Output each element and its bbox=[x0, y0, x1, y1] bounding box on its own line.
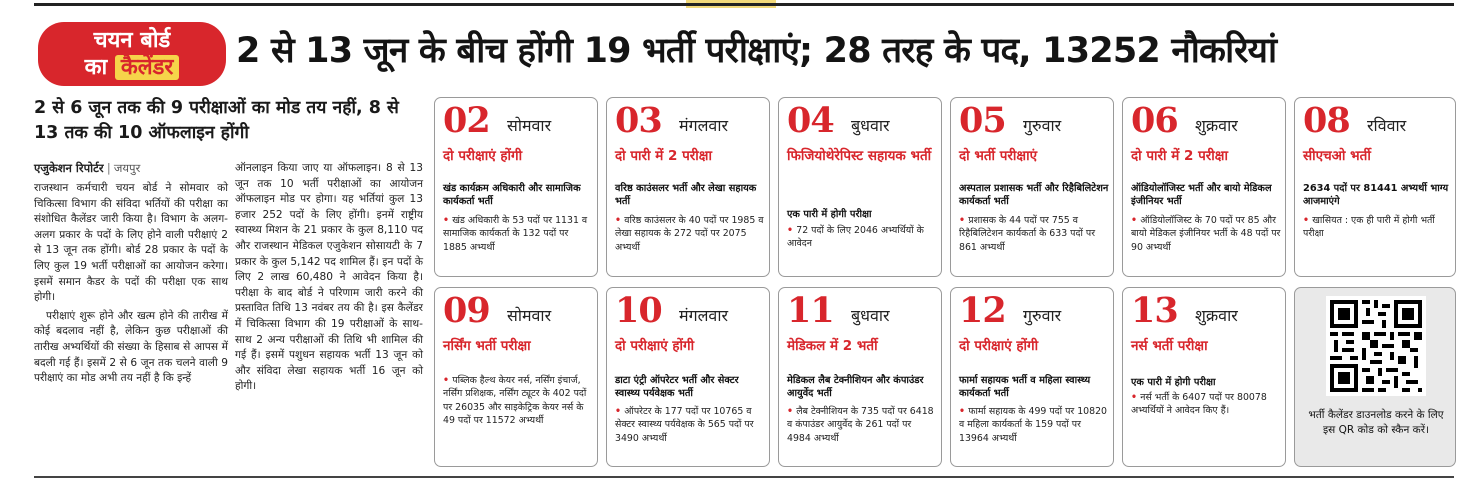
card-posts: 2634 पदों पर 81441 अभ्यर्थी भाग्य आजमाएंगे bbox=[1303, 183, 1449, 207]
badge-line-2-prefix: का bbox=[84, 55, 108, 80]
article-paragraph: राजस्थान कर्मचारी चयन बोर्ड ने सोमवार को चिकित्सा विभाग की संविदा भर्तियों की परीक्षा का संशोधित कैलेंडर जारी किया है। विभाग के अलग-अलग प्रकार के पदों के लिए होने वाली परीक्षाएं 2 से 13 जून तक होंगी। बोर्ड 28 प्रकार के पदों के लिए कुल 19 भर्ती परीक्षाओं का आयोजन करेगा। इसमें समान कैडर के पदों की परीक्षा एक साथ होगी। bbox=[34, 182, 228, 304]
card-detail bbox=[615, 405, 765, 445]
exam-card bbox=[434, 287, 598, 467]
badge-line-1: चयन बोर्ड bbox=[93, 28, 171, 53]
card-date: 12 bbox=[959, 290, 1006, 331]
card-date: 04 bbox=[787, 100, 834, 141]
article-column-1 bbox=[34, 181, 228, 387]
card-detail bbox=[1131, 391, 1281, 418]
card-posts: वरिष्ठ काउंसलर भर्ती और लेखा सहायक भर्ती bbox=[615, 183, 757, 207]
top-rule bbox=[34, 3, 1454, 6]
bottom-rule bbox=[34, 476, 1454, 478]
card-posts: फार्मा सहायक भर्ती व महिला स्वास्थ्य कार्यकर्ता भर्ती bbox=[959, 375, 1091, 399]
bullet-icon: • bbox=[443, 215, 453, 226]
card-title: सीएचओ भर्ती bbox=[1303, 148, 1371, 164]
section-badge bbox=[38, 22, 226, 86]
card-posts: एक पारी में होगी परीक्षा bbox=[787, 209, 872, 220]
byline-city: जयपुर bbox=[113, 161, 141, 175]
card-day: मंगलवार bbox=[679, 116, 729, 135]
card-title: दो परीक्षाएं होंगी bbox=[959, 338, 1039, 354]
card-date: 09 bbox=[443, 290, 490, 331]
card-posts: अस्पताल प्रशासक भर्ती और रिहैबिलिटेशन कार्यकर्ता भर्ती bbox=[959, 183, 1109, 207]
qr-caption: भर्ती कैलेंडर डाउनलोड करने के लिए इस QR कोड को स्कैन करें। bbox=[1308, 409, 1444, 436]
card-date: 06 bbox=[1131, 100, 1178, 141]
card-detail bbox=[443, 214, 593, 254]
card-detail bbox=[1131, 214, 1281, 254]
exam-card bbox=[434, 97, 598, 277]
card-title: दो परीक्षाएं होंगी bbox=[443, 148, 523, 164]
card-date: 05 bbox=[959, 100, 1006, 141]
card-title: मेडिकल में 2 भर्ती bbox=[787, 338, 878, 354]
bullet-icon: • bbox=[959, 215, 969, 226]
card-day: मंगलवार bbox=[679, 306, 729, 325]
card-day: बुधवार bbox=[851, 116, 890, 135]
byline-reporter: एजुकेशन रिपोर्टर bbox=[34, 161, 104, 175]
card-title: दो परीक्षाएं होंगी bbox=[615, 338, 695, 354]
card-day: बुधवार bbox=[851, 306, 890, 325]
article-subhead-block bbox=[34, 96, 422, 146]
bullet-icon: • bbox=[615, 215, 625, 226]
card-date: 11 bbox=[787, 290, 834, 331]
page-headline: 2 से 13 जून के बीच होंगी 19 भर्ती परीक्षाएं; 28 तरह के पद, 13252 नौकरियां bbox=[236, 31, 1277, 71]
badge-line-2 bbox=[38, 57, 226, 79]
exam-card bbox=[1122, 287, 1286, 467]
exam-card bbox=[778, 97, 942, 277]
card-day: शुक्रवार bbox=[1195, 306, 1238, 325]
card-detail-text: फार्मा सहायक के 499 पदों पर 10820 व महिला कार्यकर्ता के 159 पदों पर 13964 अभ्यर्थी bbox=[959, 406, 1108, 444]
bullet-icon: • bbox=[1303, 215, 1313, 226]
card-date: 02 bbox=[443, 100, 490, 141]
exam-card bbox=[606, 287, 770, 467]
article-column-2 bbox=[235, 161, 423, 395]
card-posts: एक पारी में होगी परीक्षा bbox=[1131, 377, 1216, 388]
card-detail bbox=[1303, 214, 1453, 241]
card-detail bbox=[959, 214, 1109, 254]
exam-card bbox=[606, 97, 770, 277]
card-title: नर्सिंग भर्ती परीक्षा bbox=[443, 338, 531, 354]
card-posts: डाटा एंट्री ऑपरेटर भर्ती और सेक्टर स्वास्थ्य पर्यवेक्षक भर्ती bbox=[615, 375, 739, 399]
card-title: नर्स भर्ती परीक्षा bbox=[1131, 338, 1208, 354]
card-date: 08 bbox=[1303, 100, 1350, 141]
card-detail bbox=[959, 405, 1109, 445]
badge-line-2-highlight: कैलेंडर bbox=[115, 55, 180, 80]
bullet-icon: • bbox=[443, 375, 453, 386]
card-date: 10 bbox=[615, 290, 662, 331]
exam-card bbox=[1122, 97, 1286, 277]
exam-card bbox=[778, 287, 942, 467]
card-day: गुरुवार bbox=[1023, 306, 1062, 325]
card-title: दो पारी में 2 परीक्षा bbox=[1131, 148, 1228, 164]
card-posts: मेडिकल लैब टेक्नीशियन और कंपाउंडर आयुर्वेद भर्ती bbox=[787, 375, 924, 399]
card-day: शुक्रवार bbox=[1195, 116, 1238, 135]
card-detail bbox=[787, 405, 937, 445]
card-detail-text: 72 पदों के लिए 2046 अभ्यर्थियों के आवेदन bbox=[787, 225, 924, 250]
card-title: दो भर्ती परीक्षाएं bbox=[959, 148, 1038, 164]
card-detail-text: लैब टेक्नीशियन के 735 पदों पर 6418 व कंपाउंडर आयुर्वेद के 261 पदों पर 4984 अभ्यर्थी bbox=[787, 406, 934, 444]
article-paragraph: ऑनलाइन किया जाए या ऑफलाइन। 8 से 13 जून तक 10 भर्ती परीक्षाओं का आयोजन ऑफलाइन मोड पर होगा। यह भर्तियां कुल 13 हजार 252 पदों के लिए होंगी। इनमें राष्ट्रीय स्वास्थ्य मिशन के 21 प्रकार के कुल 8,110 पद और राजस्थान मेडिकल एजुकेशन सोसायटी के 7 प्रकार के कुल 5,142 पद शामिल हैं। इन पदों के लिए 2 लाख 60,480 ने आवेदन किया है। परीक्षा के बाद बोर्ड ने परिणाम जारी करने की प्रस्तावित तिथि 13 नवंबर तय की है। इस कैलेंडर में चिकित्सा विभाग की 19 परीक्षाओं के साथ-साथ 2 अन्य परीक्षाओं की तिथि भी शामिल की गई हैं। इसमें पशुधन सहायक भर्ती 13 जून को और संविदा लेखा सहायक भर्ती 16 जून को होगी। bbox=[235, 162, 423, 393]
card-detail bbox=[443, 374, 593, 428]
card-detail-text: खंड अधिकारी के 53 पदों पर 1131 व सामाजिक कार्यकर्ता के 132 पदों पर 1885 अभ्यर्थी bbox=[443, 215, 588, 253]
exam-card bbox=[1294, 97, 1456, 277]
bullet-icon: • bbox=[1131, 215, 1141, 226]
bullet-icon: • bbox=[787, 225, 797, 236]
card-detail-text: वरिष्ठ काउंसलर के 40 पदों पर 1985 व लेखा सहायक के 272 पदों पर 2075 अभ्यर्थी bbox=[615, 215, 764, 253]
article-subhead: 2 से 6 जून तक की 9 परीक्षाओं का मोड तय नहीं, 8 से 13 तक की 10 ऑफलाइन होंगी bbox=[34, 98, 399, 143]
qr-code-graphic bbox=[1326, 296, 1426, 396]
card-day: सोमवार bbox=[507, 306, 552, 325]
bullet-icon: • bbox=[615, 406, 625, 417]
card-detail-text: खासियत : एक ही पारी में होगी भर्ती परीक्षा bbox=[1303, 215, 1435, 240]
exam-card bbox=[950, 287, 1114, 467]
card-detail-text: नर्स भर्ती के 6407 पदों पर 80078 अभ्यर्थियों ने आवेदन किए हैं। bbox=[1131, 392, 1267, 417]
bullet-icon: • bbox=[787, 406, 797, 417]
card-day: गुरुवार bbox=[1023, 116, 1062, 135]
byline bbox=[34, 161, 140, 176]
card-date: 13 bbox=[1131, 290, 1178, 331]
card-posts: ऑडियोलॉजिस्ट भर्ती और बायो मेडिकल इंजीनियर भर्ती bbox=[1131, 183, 1272, 207]
card-title: दो पारी में 2 परीक्षा bbox=[615, 148, 712, 164]
card-day: रविवार bbox=[1367, 116, 1407, 135]
card-posts: खंड कार्यक्रम अधिकारी और सामाजिक कार्यकर्ता भर्ती bbox=[443, 183, 581, 207]
card-detail-text: पब्लिक हैल्थ केयर नर्स, नर्सिंग इंचार्ज, नर्सिंग प्रशिक्षक, नर्सिंग ट्यूटर के 402 पदों पर 26035 और साइकेट्रिक केयर नर्स के 49 पदों पर 11572 अभ्यर्थी bbox=[443, 375, 587, 427]
card-day: सोमवार bbox=[507, 116, 552, 135]
article-paragraph: परीक्षाएं शुरू होने और खत्म होने की तारीख में कोई बदलाव नहीं है, लेकिन कुछ परीक्षाओं की तारीख अभ्यर्थियों की संख्या के हिसाब से आपस में बदली गई हैं। इसमें 2 से 6 जून तक चलने वाली 9 परीक्षाएं का मोड अभी तय नहीं है कि इन्हें bbox=[34, 309, 228, 385]
bullet-icon: • bbox=[959, 406, 969, 417]
byline-separator: | bbox=[106, 161, 111, 175]
bullet-icon: • bbox=[1131, 392, 1141, 403]
card-date: 03 bbox=[615, 100, 662, 141]
card-detail-text: प्रशासक के 44 पदों पर 755 व रिहैबिलिटेशन कार्यकर्ता के 633 पदों पर 861 अभ्यर्थी bbox=[959, 215, 1096, 253]
card-detail bbox=[787, 224, 937, 251]
card-detail-text: ऑडियोलॉजिस्ट के 70 पदों पर 85 और बायो मेडिकल इंजीनियर भर्ती के 48 पदों पर 90 अभ्यर्थी bbox=[1131, 215, 1281, 253]
qr-card bbox=[1294, 287, 1456, 467]
qr-code[interactable] bbox=[1326, 296, 1426, 396]
card-detail-text: ऑपरेटर के 177 पदों पर 10765 व सेक्टर स्वास्थ्य पर्यवेक्षक के 565 पदों पर 3490 अभ्यर्थी bbox=[615, 406, 754, 444]
card-detail bbox=[615, 214, 765, 254]
card-title: फिजियोथेरेपिस्ट सहायक भर्ती bbox=[787, 148, 932, 164]
exam-card bbox=[950, 97, 1114, 277]
